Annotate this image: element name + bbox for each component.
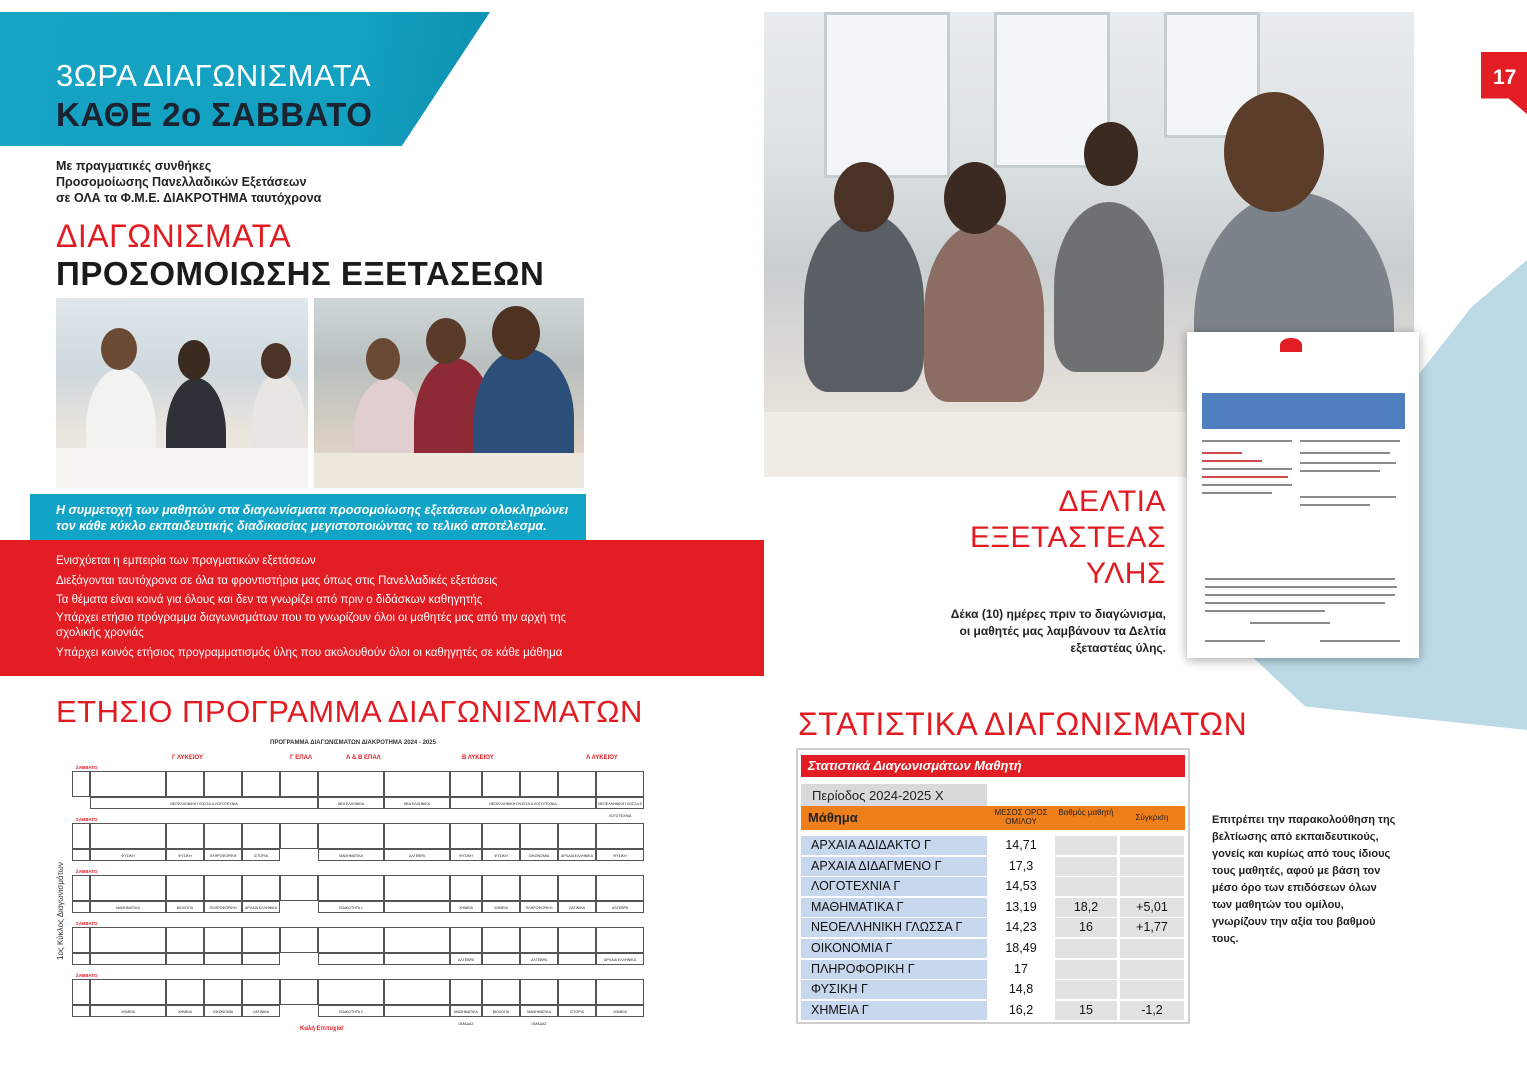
schedule-block xyxy=(72,869,644,921)
stats-compare xyxy=(1120,980,1184,999)
schedule-cell xyxy=(558,927,596,953)
sheet-text-line xyxy=(1205,610,1325,612)
schedule-cell xyxy=(384,823,450,849)
stats-subject: ΟΙΚΟΝΟΜΙΑ Γ xyxy=(801,939,987,958)
sheet-text-line xyxy=(1205,602,1385,604)
students-photo-right xyxy=(314,298,584,486)
schedule-cell xyxy=(166,823,204,849)
schedule-footer: Καλή Επιτυχία! xyxy=(300,1026,344,1032)
schedule-cell xyxy=(482,927,520,953)
schedule-subject-cell: ΠΛΗΡΟΦΟΡΙΚΗ xyxy=(204,901,242,913)
sheet-text-line xyxy=(1300,440,1400,442)
sheet-text-line xyxy=(1202,476,1288,478)
period-label: Περίοδος 2024-2025 Χ xyxy=(812,788,944,803)
schedule-subject-cell xyxy=(242,953,280,965)
stats-avg: 14,71 xyxy=(989,836,1053,855)
stats-grade: 15 xyxy=(1055,1001,1117,1020)
schedule-subject-cell: ΝΕΑ ΕΛΛΗΝΙΚΑ xyxy=(318,797,384,809)
schedule-subject-cell xyxy=(204,953,242,965)
sheet-text-line xyxy=(1202,484,1292,486)
schedule-cell xyxy=(318,771,384,797)
benefits-list xyxy=(56,552,576,663)
schedule-cell xyxy=(72,1005,90,1017)
schedule-cycle-label: 1ος Κύκλος Διαγωνισμάτων xyxy=(56,862,65,960)
schedule-subject-cell xyxy=(384,1005,450,1017)
schedule-table-title: ΠΡΟΓΡΑΜΜΑ ΔΙΑΓΩΝΙΣΜΑΤΩΝ ΔΙΑΚΡΟΤΗΜΑ 2024 - 2025 xyxy=(270,740,436,746)
sheet-text-line xyxy=(1202,460,1262,462)
schedule-subject-cell: ΝΕΟΕΛΛΗΝΙΚΗ ΓΛΩΣΣΑ & ΛΟΓΟΤΕΧΝΙΑ xyxy=(90,797,318,809)
schedule-subject-cell: ΑΡΧΑΙΑ ΕΛΛΗΝΙΚΑ xyxy=(596,953,644,965)
stats-subject: ΦΥΣΙΚΗ Γ xyxy=(801,980,987,999)
schedule-cell xyxy=(72,953,90,965)
stats-subject: ΛΟΓΟΤΕΧΝΙΑ Γ xyxy=(801,877,987,896)
schedule-group-header: Γ ΛΥΚΕΙΟΥ xyxy=(172,755,204,761)
stats-side-note: Επιτρέπει την παρακολούθηση της βελτίωσης από εκπαιδευτικούς, γονείς και κυρίως από τους ίδιους τους μαθητές, αφού με βάση τον μέσο όρο των επιδόσεων όλων των μαθητών του ομίλου, γνωρίζουν την αξία του βαθμού τους. xyxy=(1212,814,1396,945)
list-item: Ενισχύεται η εμπειρία των πραγματικών εξετάσεων xyxy=(56,555,316,567)
schedule-cell xyxy=(90,823,166,849)
schedule-subject-cell xyxy=(166,953,204,965)
sheet-text-line xyxy=(1205,586,1397,588)
schedule-cell xyxy=(450,771,482,797)
schedule-cell xyxy=(384,875,450,901)
intro-text xyxy=(56,158,321,206)
intro-line: σε ΟΛΑ τα Φ.Μ.Ε. ΔΙΑΚΡΟΤΗΜΑ ταυτόχρονα xyxy=(56,191,322,205)
schedule-subject-cell: ΜΑΘΗΜΑΤΙΚΑ xyxy=(90,901,166,913)
schedule-day-label: ΣΑΒΒΑΤΟ xyxy=(76,921,98,926)
stats-grade xyxy=(1055,877,1117,896)
schedule-cell xyxy=(318,927,384,953)
schedule-cell xyxy=(482,771,520,797)
schedule-block xyxy=(72,817,644,869)
schedule-subject-cell: ΦΥΣΙΚΗ xyxy=(166,849,204,861)
sheet-text-line xyxy=(1205,578,1395,580)
schedule-cell xyxy=(450,927,482,953)
schedule-cell xyxy=(166,875,204,901)
schedule-cell xyxy=(72,901,90,913)
schedule-subject-cell xyxy=(318,953,384,965)
schedule-cell xyxy=(280,927,318,953)
sheet-text-line xyxy=(1202,452,1242,454)
schedule-subject-cell: ΟΙΚΟΝΟΜΙΑ xyxy=(520,849,558,861)
schedule-cell xyxy=(72,849,90,861)
stats-grade xyxy=(1055,857,1117,876)
schedule-subject-cell: ΦΥΣΙΚΗ xyxy=(450,849,482,861)
schedule-cell xyxy=(72,771,90,797)
schedule-cell xyxy=(520,823,558,849)
stats-subject: ΑΡΧΑΙΑ ΔΙΔΑΓΜΕΝΟ Γ xyxy=(801,857,987,876)
schedule-cell xyxy=(72,823,90,849)
schedule-subject-cell: ΝΕΟΕΛΛΗΝΙΚΗ ΓΛΩΣΣΑ & ΛΟΓΟΤΕΧΝΙΑ xyxy=(596,797,644,809)
schedule-subject-cell: ΑΛΓΕΒΡΑ xyxy=(384,849,450,861)
schedule-block xyxy=(72,921,644,973)
sheet-text-line xyxy=(1300,452,1390,454)
stats-avg: 14,8 xyxy=(989,980,1053,999)
schedule-subject-cell: ΑΡΧΑΙΑ ΕΛΛΗΝΙΚΑ xyxy=(558,849,596,861)
stats-grade xyxy=(1055,939,1117,958)
schedule-subject-cell: ΧΗΜΕΙΑ xyxy=(90,1005,166,1017)
section-title-black: ΠΡΟΣΟΜΟΙΩΣΗΣ ΕΞΕΤΑΣΕΩΝ xyxy=(56,255,545,292)
diakrotima-logo xyxy=(1280,338,1302,352)
schedule-cell xyxy=(204,979,242,1005)
schedule-subject-cell xyxy=(384,953,450,965)
list-item: Διεξάγονται ταυτόχρονα σε όλα τα φροντιστήρια μας όπως στις Πανελλαδικές εξετάσεις xyxy=(56,574,498,587)
stats-subject: ΝΕΟΕΛΛΗΝΙΚΗ ΓΛΩΣΣΑ Γ xyxy=(801,918,987,937)
schedule-cell xyxy=(596,927,644,953)
stats-avg: 18,49 xyxy=(989,939,1053,958)
stats-avg: 17 xyxy=(989,960,1053,979)
sheet-text-line xyxy=(1250,622,1330,624)
sheet-text-line xyxy=(1300,462,1396,464)
schedule-day-label: ΣΑΒΒΑΤΟ xyxy=(76,869,98,874)
stats-subject: ΑΡΧΑΙΑ ΑΔΙΔΑΚΤΟ Γ xyxy=(801,836,987,855)
stats-grade xyxy=(1055,960,1117,979)
schedule-cell xyxy=(558,875,596,901)
schedule-cell xyxy=(482,823,520,849)
schedule-cell xyxy=(482,979,520,1005)
stats-avg: 13,19 xyxy=(989,898,1053,917)
stats-avg: 17,3 xyxy=(989,857,1053,876)
stats-box-title: Στατιστικά Διαγωνισμάτων Μαθητή xyxy=(808,758,1022,773)
stats-avg: 14,23 xyxy=(989,918,1053,937)
schedule-cell xyxy=(204,927,242,953)
schedule-cell xyxy=(72,927,90,953)
schedule-cell xyxy=(242,875,280,901)
schedule-subject-cell: ΠΛΗΡΟΦΟΡΙΚΗ xyxy=(520,901,558,913)
schedule-subject-cell xyxy=(384,901,450,913)
schedule-cell xyxy=(318,823,384,849)
schedule-subject-cell: ΧΗΜΕΙΑ xyxy=(596,1005,644,1017)
schedule-cell xyxy=(596,875,644,901)
schedule-group-header: Α ΛΥΚΕΙΟΥ xyxy=(586,755,618,761)
list-item: Υπάρχει κοινός ετήσιος προγραμματισμός ύλης που ακολουθούν όλοι οι καθηγητές σε κάθε μάθημα xyxy=(56,646,563,659)
schedule-subject-cell: ΒΙΟΛΟΓΙΑ xyxy=(166,901,204,913)
stats-title: ΣΤΑΤΙΣΤΙΚΑ ΔΙΑΓΩΝΙΣΜΑΤΩΝ xyxy=(798,706,1248,742)
avg-column-header: ΜΕΣΟΣ ΟΡΟΣ ΟΜΙΛΟΥ xyxy=(994,808,1048,826)
stats-compare xyxy=(1120,939,1184,958)
schedule-subject-cell: ΙΣΤΟΡΙΑ xyxy=(242,849,280,861)
schedule-cell xyxy=(450,823,482,849)
schedule-cell xyxy=(280,823,318,849)
sheet-text-line xyxy=(1320,640,1400,642)
schedule-cell xyxy=(596,771,644,797)
deltia-note-line: εξεταστέας ύλης. xyxy=(1070,641,1166,655)
schedule-subject-cell: ΕΙΔΙΚΟΤΗΤΑ 2 xyxy=(318,1005,384,1017)
stats-grade: 18,2 xyxy=(1055,898,1117,917)
schedule-subject-cell xyxy=(558,953,596,965)
schedule-cell xyxy=(520,771,558,797)
schedule-cell xyxy=(558,979,596,1005)
schedule-day-label: ΣΑΒΒΑΤΟ xyxy=(76,765,98,770)
stats-compare xyxy=(1120,877,1184,896)
schedule-cell xyxy=(558,823,596,849)
stats-grade xyxy=(1055,836,1117,855)
schedule-cell xyxy=(520,979,558,1005)
deltia-note-line: οι μαθητές μας λαμβάνουν τα Δελτία xyxy=(959,624,1166,638)
schedule-cell xyxy=(520,875,558,901)
schedule-day-label: ΣΑΒΒΑΤΟ xyxy=(76,973,98,978)
schedule-subject-cell: ΟΙΚΟΝΟΜΙΑ xyxy=(204,1005,242,1017)
participation-statement: Η συμμετοχή των μαθητών στα διαγωνίσματα προσομοίωσης εξετάσεων ολοκληρώνει τον κάθε κύκλο εκπαιδευτικής διαδικασίας μεγιστοποιώντας το τελικό αποτέλεσμα. xyxy=(56,503,569,533)
stats-subject: ΜΑΘΗΜΑΤΙΚΑ Γ xyxy=(801,898,987,917)
schedule-subject-cell: ΙΣΤΟΡΙΑ xyxy=(558,1005,596,1017)
schedule-cell xyxy=(90,927,166,953)
schedule-cell xyxy=(596,823,644,849)
students-photo-left xyxy=(56,298,308,486)
intro-line: Με πραγματικές συνθήκες xyxy=(56,159,212,173)
banner-title: 3ΩΡΑ ΔΙΑΓΩΝΙΣΜΑΤΑ xyxy=(56,58,372,93)
schedule-subject-cell: ΑΛΓΕΒΡΑ xyxy=(520,953,558,965)
list-item: Υπάρχει ετήσιο πρόγραμμα διαγωνισμάτων που το γνωρίζουν όλοι οι μαθητές μας από την αρχή της σχολικής χρονιάς xyxy=(56,611,567,639)
schedule-subject-cell xyxy=(482,953,520,965)
deltia-note-line: Δέκα (10) ημέρες πριν το διαγώνισμα, xyxy=(950,607,1166,621)
schedule-cell xyxy=(450,979,482,1005)
sheet-header-bar xyxy=(1202,393,1405,429)
schedule-day-label: ΣΑΒΒΑΤΟ xyxy=(76,817,98,822)
schedule-subject-cell: ΦΥΣΙΚΗ xyxy=(596,849,644,861)
schedule-cell xyxy=(520,927,558,953)
sheet-text-line xyxy=(1202,440,1292,442)
stats-subject: ΧΗΜΕΙΑ Γ xyxy=(801,1001,987,1020)
schedule-subject-cell: ΜΑΘΗΜΑΤΙΚΑ xyxy=(318,849,384,861)
stats-compare xyxy=(1120,960,1184,979)
schedule-cell xyxy=(482,875,520,901)
schedule-cell xyxy=(72,875,90,901)
stats-compare xyxy=(1120,857,1184,876)
section-title-red: ΔΙΑΓΩΝΙΣΜΑΤΑ xyxy=(56,218,292,254)
schedule-subject-cell: ΝΕΟΕΛΛΗΝΙΚΗ ΓΛΩΣΣΑ & ΛΟΓΟΤΕΧΝΙΑ xyxy=(450,797,596,809)
subject-column-header: Μάθημα xyxy=(808,810,858,825)
stats-subject: ΠΛΗΡΟΦΟΡΙΚΗ Γ xyxy=(801,960,987,979)
sheet-text-line xyxy=(1300,470,1380,472)
sheet-text-line xyxy=(1205,640,1265,642)
schedule-cell xyxy=(318,875,384,901)
annual-program-title: ΕΤΗΣΙΟ ΠΡΟΓΡΑΜΜΑ ΔΙΑΓΩΝΙΣΜΑΤΩΝ xyxy=(56,694,643,729)
schedule-cell xyxy=(596,979,644,1005)
schedule-cell xyxy=(384,771,450,797)
schedule-subject-cell: ΕΙΔΙΚΟΤΗΤΑ 1 xyxy=(318,901,384,913)
schedule-cell xyxy=(318,979,384,1005)
banner-subtitle: ΚΑΘΕ 2ο ΣΑΒΒΑΤΟ xyxy=(56,96,373,133)
schedule-block xyxy=(72,973,644,1025)
compare-column-header: Σύγκριση xyxy=(1135,813,1169,822)
stats-compare: +5,01 xyxy=(1120,898,1184,917)
schedule-subject-cell: ΜΑΘΗΜΑΤΙΚΑ ΟΜΑΔΑΣ xyxy=(450,1005,482,1017)
schedule-subject-cell: ΧΗΜΕΙΑ xyxy=(166,1005,204,1017)
sheet-text-line xyxy=(1205,594,1395,596)
schedule-cell xyxy=(242,979,280,1005)
schedule-subject-cell: ΒΙΟΛΟΓΙΑ xyxy=(482,1005,520,1017)
stats-avg: 16,2 xyxy=(989,1001,1053,1020)
schedule-subject-cell: ΑΛΓΕΒΡΑ xyxy=(596,901,644,913)
schedule-subject-cell: ΝΕΑ ΕΛΛΗΝΙΚΑ xyxy=(384,797,450,809)
schedule-cell xyxy=(166,771,204,797)
schedule-cell xyxy=(558,771,596,797)
schedule-cell xyxy=(90,979,166,1005)
schedule-cell xyxy=(204,823,242,849)
deltia-title-line: ΕΞΕΤΑΣΤΕΑΣ xyxy=(969,521,1166,554)
schedule-cell xyxy=(450,875,482,901)
schedule-cell xyxy=(242,927,280,953)
schedule-subject-cell: ΛΑΤΙΝΙΚΑ xyxy=(242,1005,280,1017)
schedule-subject-cell: ΧΗΜΕΙΑ xyxy=(450,901,482,913)
schedule-subject-cell: ΛΑΤΙΝΙΚΑ xyxy=(558,901,596,913)
deltia-note xyxy=(940,606,1166,657)
schedule-cell xyxy=(166,979,204,1005)
schedule-block xyxy=(72,765,644,817)
deltia-title-line: ΥΛΗΣ xyxy=(1085,557,1166,590)
schedule-subject-cell: ΦΥΣΙΚΗ xyxy=(90,849,166,861)
schedule-cell xyxy=(204,875,242,901)
grade-column-header: Βαθμός μαθητή xyxy=(1058,808,1114,817)
schedule-cell xyxy=(72,979,90,1005)
schedule-group-header: Β ΛΥΚΕΙΟΥ xyxy=(462,755,494,761)
list-item: Τα θέματα είναι κοινά για όλους και δεν τα γνωρίζει από πριν ο διδάσκων καθηγητής xyxy=(56,594,483,606)
schedule-subject-cell: ΑΡΧΑΙΑ ΕΛΛΗΝΙΚΑ xyxy=(242,901,280,913)
deltia-title-line: ΔΕΛΤΙΑ xyxy=(1058,485,1166,518)
sheet-text-line xyxy=(1300,504,1370,506)
schedule-cell xyxy=(280,979,318,1005)
schedule-cell xyxy=(384,927,450,953)
deltia-title xyxy=(960,484,1166,592)
schedule-subject-cell: ΠΛΗΡΟΦΟΡΙΚΗ xyxy=(204,849,242,861)
sheet-text-line xyxy=(1202,468,1292,470)
sheet-text-line xyxy=(1300,496,1396,498)
stats-compare: +1,77 xyxy=(1120,918,1184,937)
intro-line: Προσομοίωσης Πανελλαδικών Εξετάσεων xyxy=(56,175,307,189)
stats-compare xyxy=(1120,836,1184,855)
schedule-cell xyxy=(280,875,318,901)
schedule-cell xyxy=(280,771,318,797)
schedule-subject-cell: ΑΛΓΕΒΡΑ xyxy=(450,953,482,965)
sheet-text-line xyxy=(1202,492,1272,494)
page-number: 17 xyxy=(1493,66,1517,89)
stats-grade xyxy=(1055,980,1117,999)
schedule-group-header: Α & Β ΕΠΑΛ xyxy=(346,755,381,761)
schedule-subject-cell: ΦΥΣΙΚΗ xyxy=(482,849,520,861)
schedule-cell xyxy=(204,771,242,797)
schedule-cell xyxy=(242,823,280,849)
schedule-group-header: Γ ΕΠΑΛ xyxy=(290,755,312,761)
stats-grade: 16 xyxy=(1055,918,1117,937)
schedule-cell xyxy=(90,875,166,901)
schedule-subject-cell: ΧΗΜΕΙΑ xyxy=(482,901,520,913)
schedule-cell xyxy=(242,771,280,797)
stats-avg: 14,53 xyxy=(989,877,1053,896)
schedule-subject-cell: ΜΑΘΗΜΑΤΙΚΑ ΟΜΑΔΑΣ xyxy=(520,1005,558,1017)
schedule-cell xyxy=(90,771,166,797)
stats-compare: -1,2 xyxy=(1120,1001,1184,1020)
schedule-cell xyxy=(166,927,204,953)
schedule-cell xyxy=(384,979,450,1005)
schedule-subject-cell xyxy=(90,953,166,965)
